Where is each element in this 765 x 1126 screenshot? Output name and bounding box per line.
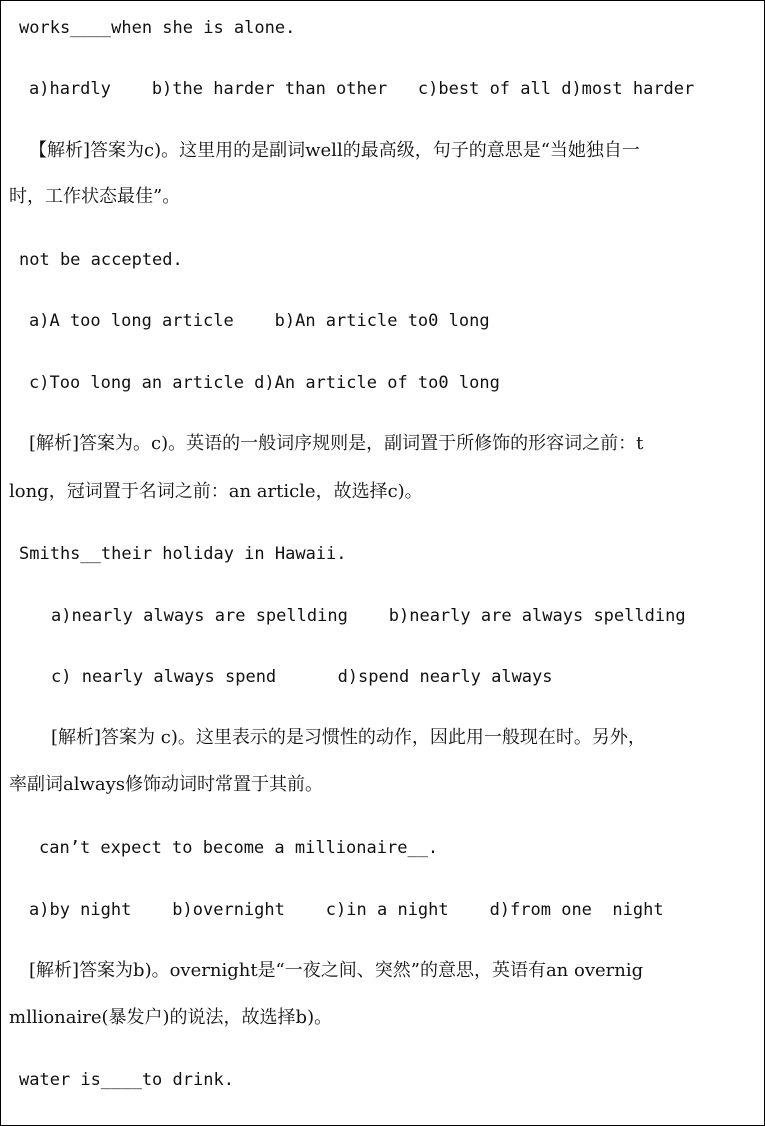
q3-stem: Smiths__their holiday in Hawaii. [19, 544, 347, 564]
q1-analysis-line2: 时，工作状态最佳”。 [9, 186, 181, 207]
q1-stem: works____when she is alone. [19, 18, 296, 38]
q3-options-line2: c) nearly always spend d)spend nearly always [51, 667, 553, 687]
q3-analysis-line1: [解析]答案为 c)。这里表示的是习惯性的动作，因此用一般现在时。另外， [51, 727, 646, 748]
q4-options: a)by night b)overnight c)in a night d)from one night [29, 900, 664, 920]
q2-analysis-line1: [解析]答案为。c)。英语的一般词序规则是，副词置于所修饰的形容词之前：t [29, 433, 644, 454]
q2-analysis-line2: long，冠词置于名词之前：an article，故选择c)。 [9, 481, 423, 502]
q2-stem: not be accepted. [19, 250, 183, 270]
q4-analysis-line1: [解析]答案为b)。overnight是“一夜之间、突然”的意思，英语有an overnig [29, 960, 644, 981]
q2-options-line1: a)A too long article b)An article to0 long [29, 311, 490, 331]
q2-options-line2: c)Too long an article d)An article of to0 long [29, 373, 500, 393]
q3-options-line1: a)nearly always are spellding b)nearly are always spellding [51, 606, 686, 626]
q1-options: a)hardly b)the harder than other c)best of all d)most harder [29, 79, 695, 99]
q4-stem: can’t expect to become a millionaire__. [39, 838, 439, 858]
q5-stem: water is____to drink. [19, 1070, 234, 1090]
q3-analysis-line2: 率副词always修饰动词时常置于其前。 [9, 774, 324, 795]
q1-analysis-line1: 【解析]答案为c)。这里用的是副词well的最高级，句子的意思是“当她独自一 [29, 140, 640, 161]
q4-analysis-line2: mllionaire(暴发户)的说法，故选择b)。 [9, 1007, 333, 1028]
